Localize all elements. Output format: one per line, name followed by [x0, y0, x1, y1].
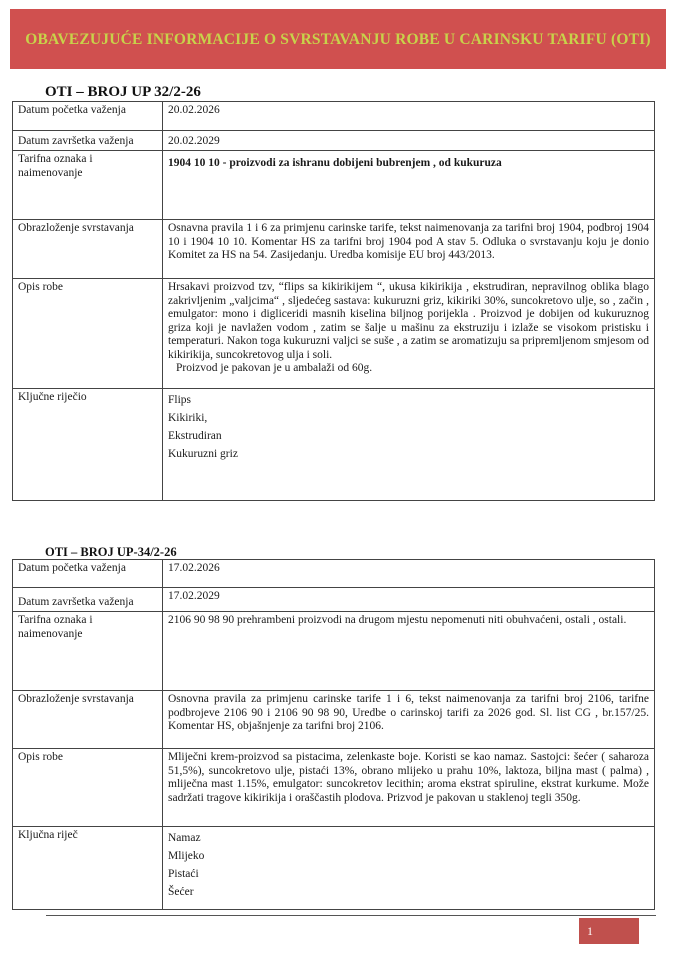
tariff-code: 2106 90 98 90 prehrambeni proizvodi na drugom mjestu nepomenuti niti obuhvaćeni, ostali , ostali.	[163, 612, 655, 691]
keywords-cell	[163, 389, 655, 501]
row-label: Datum završetka važenja	[13, 131, 163, 151]
goods-description	[163, 279, 655, 389]
start-date: 20.02.2026	[163, 102, 655, 131]
table-row	[13, 151, 655, 220]
oti-table	[12, 101, 655, 501]
row-label: Ključne riječio	[13, 389, 163, 501]
classification-reason: Osnovna pravila za primjenu carinske tarife 1 i 6, tekst naimenovanja za tarifni broj 2106, tarifne podbrojeve 2106 90 i 2106 90 98 90, Uredbe o carinskoj tarifi za 2026 god. Sl. list CG , br.157/25. Komentar HS, objašnjenje za tarifni broj 2106.	[163, 691, 655, 749]
header-banner	[10, 9, 666, 69]
table-row	[13, 827, 655, 910]
row-label: Tarifna oznaka i naimenovanje	[13, 612, 163, 691]
row-label: Datum završetka važenja	[13, 588, 163, 612]
table-row	[13, 588, 655, 612]
keyword: Pistaći	[168, 868, 199, 880]
start-date: 17.02.2026	[163, 560, 655, 588]
keyword: Mlijeko	[168, 850, 205, 862]
table-row	[13, 691, 655, 749]
footer-divider	[46, 915, 656, 916]
oti-number: OTI – BROJ UP-34/2-26	[45, 545, 177, 559]
table-row	[13, 612, 655, 691]
page-title: OBAVEZUJUĆE INFORMACIJE O SVRSTAVANJU ROBE U CARINSKU TARIFU (OTI)	[25, 31, 651, 48]
keyword: Flips	[168, 394, 192, 406]
row-label: Opis robe	[13, 749, 163, 827]
keywords-cell	[163, 827, 655, 910]
table-row	[13, 749, 655, 827]
page-number: 1	[579, 918, 639, 944]
tariff-code: 1904 10 10 - proizvodi za ishranu dobijeni bubrenjem , od kukuruza	[163, 151, 655, 220]
keyword: Šećer	[168, 886, 194, 898]
oti-number: OTI – BROJ UP 32/2-26	[45, 84, 201, 100]
row-label: Obrazloženje svrstavanja	[13, 691, 163, 749]
row-label: Obrazloženje svrstavanja	[13, 220, 163, 279]
keyword: Kikiriki,	[168, 412, 208, 424]
end-date: 17.02.2029	[163, 588, 655, 612]
packaging-text: Proizvod je pakovan je u ambalaži od 60g.	[176, 362, 373, 374]
table-row	[13, 560, 655, 588]
table-row	[13, 389, 655, 501]
keyword: Ekstrudiran	[168, 430, 222, 442]
oti-table	[12, 559, 655, 910]
table-row	[13, 220, 655, 279]
row-label: Opis robe	[13, 279, 163, 389]
row-label: Ključna riječ	[13, 827, 163, 910]
table-row	[13, 279, 655, 389]
description-text: Hrsakavi proizvod tzv, “flips sa kikirikijem “, ukusa kikirikija , ekstrudiran, nepravilnog oblika blago zakrivljenim „valjcima“ , sljedećeg sastava: kukuruzni griz, kikiriki 30%, suncokretovo ulje, so , začin , emulgator: mono i digliceridi masnih kiselina biljnog porijekla . Proizvod je dobijen od kukuruznog griza koji je navlažen vodom , zatim se šalje u mašinu za ekstruziju i izlaže se visokom pristisku i temperaturi. Nakon toga kukuruzni valjci se suše , a zatim se aromatizuju sa pripremljenom smjesom od kikirikija, suncokretovog ulja i soli.	[168, 281, 649, 361]
keyword: Namaz	[168, 832, 201, 844]
row-label: Datum početka važenja	[13, 102, 163, 131]
row-label: Datum početka važenja	[13, 560, 163, 588]
table-row	[13, 102, 655, 131]
goods-description: Mliječni krem-proizvod sa pistacima, zelenkaste boje. Koristi se kao namaz. Sastojci: šećer ( saharoza 51,5%), suncokretovo ulje, pistaći 13%, obrano mlijeko u prahu 10%, laktoza, biljna mast ( palma) , mliječna mast 1.15%, emulgator: suncokretov lecithin; aroma ekstrat spiruline, ekstrat kurkume. Može sadržati tragove kikirikija i oraščastih plodova. Prizvod je pakovan u staklenoj tegli 350g.	[163, 749, 655, 827]
table-row	[13, 131, 655, 151]
classification-reason: Osnavna pravila 1 i 6 za primjenu carinske tarife, tekst naimenovanja za tarifni broj 1904, podbroj 1904 10 i 1904 10 10. Komentar HS za tarifni broj 1904 pod A stav 5. Odluka o svrstavanju koju je donio Komitet za HS na 54. Zasijedanju. Uredba komisije EU broj 443/2013.	[163, 220, 655, 279]
end-date: 20.02.2029	[163, 131, 655, 151]
row-label: Tarifna oznaka i naimenovanje	[13, 151, 163, 220]
keyword: Kukuruzni griz	[168, 448, 238, 460]
